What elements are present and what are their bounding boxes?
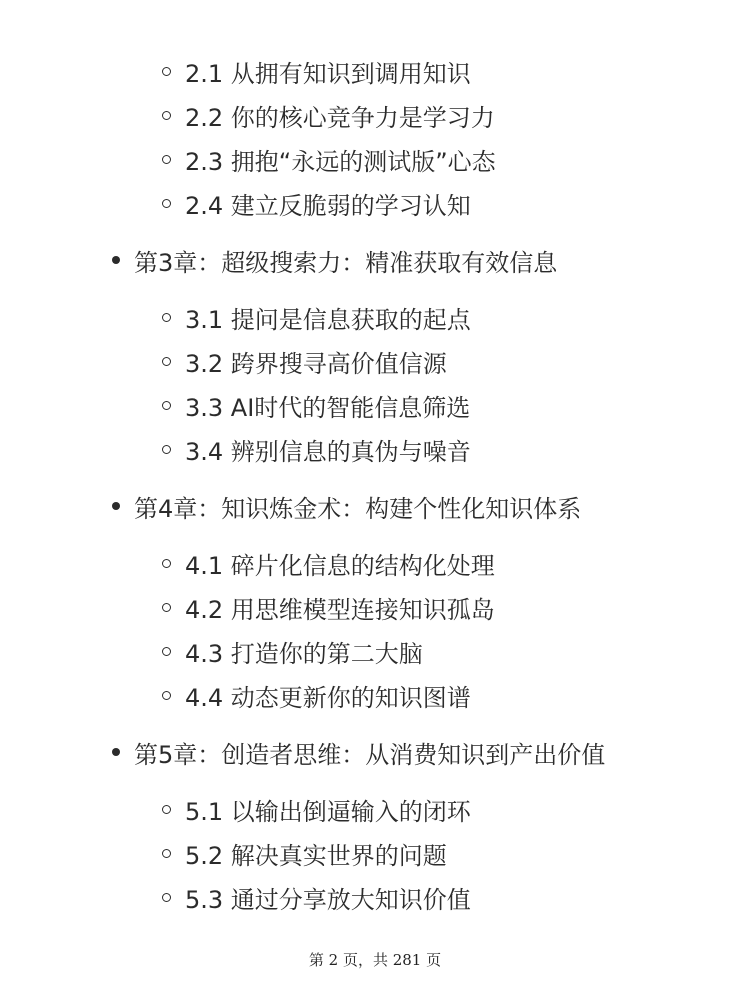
hollow-bullet-icon: [162, 111, 171, 120]
toc-item-4-2[interactable]: [162, 587, 495, 627]
toc-item-label: 2.2 你的核心竞争力是学习力: [185, 103, 495, 132]
hollow-bullet-icon: [162, 647, 171, 656]
toc-item-3-4[interactable]: [162, 429, 471, 469]
toc-item-label: 5.1 以输出倒逼输入的闭环: [185, 797, 471, 826]
solid-bullet-icon: [112, 748, 120, 756]
toc-item-label: 2.4 建立反脆弱的学习认知: [185, 191, 471, 220]
toc-item-2-1[interactable]: [162, 51, 471, 91]
toc-item-2-2[interactable]: [162, 95, 495, 135]
toc-item-label: 3.3 AI时代的智能信息筛选: [185, 393, 471, 422]
hollow-bullet-icon: [162, 67, 171, 76]
hollow-bullet-icon: [162, 199, 171, 208]
toc-item-2-4[interactable]: [162, 183, 471, 223]
hollow-bullet-icon: [162, 691, 171, 700]
hollow-bullet-icon: [162, 357, 171, 366]
hollow-bullet-icon: [162, 805, 171, 814]
toc-item-label: 4.4 动态更新你的知识图谱: [185, 683, 471, 712]
toc-item-3-2[interactable]: [162, 341, 447, 381]
hollow-bullet-icon: [162, 603, 171, 612]
hollow-bullet-icon: [162, 445, 171, 454]
toc-chapter-label: 第4章：知识炼金术：构建个性化知识体系: [134, 494, 582, 523]
toc-item-label: 4.2 用思维模型连接知识孤岛: [185, 595, 495, 624]
toc-chapter-label: 第5章：创造者思维：从消费知识到产出价值: [134, 740, 606, 769]
hollow-bullet-icon: [162, 893, 171, 902]
toc-item-label: 4.3 打造你的第二大脑: [185, 639, 423, 668]
toc-item-5-1[interactable]: [162, 789, 471, 829]
toc-item-5-2[interactable]: [162, 833, 447, 873]
toc-item-5-3[interactable]: [162, 877, 471, 917]
toc-item-label: 3.2 跨界搜寻高价值信源: [185, 349, 447, 378]
solid-bullet-icon: [112, 256, 120, 264]
toc-item-label: 3.1 提问是信息获取的起点: [185, 305, 471, 334]
hollow-bullet-icon: [162, 155, 171, 164]
hollow-bullet-icon: [162, 559, 171, 568]
toc-item-4-3[interactable]: [162, 631, 423, 671]
toc-item-label: 2.3 拥抱“永远的测试版”心态: [185, 147, 496, 176]
toc-chapter-4[interactable]: [112, 486, 581, 526]
toc-item-3-3[interactable]: [162, 385, 470, 425]
toc-item-4-4[interactable]: [162, 675, 471, 715]
toc-item-2-3[interactable]: [162, 139, 496, 179]
page-number-label: 第 2 页，共 281 页: [308, 951, 442, 969]
toc-item-label: 4.1 碎片化信息的结构化处理: [185, 551, 495, 580]
hollow-bullet-icon: [162, 401, 171, 410]
hollow-bullet-icon: [162, 849, 171, 858]
toc-item-3-1[interactable]: [162, 297, 471, 337]
page-footer: [0, 948, 750, 972]
toc-item-4-1[interactable]: [162, 543, 495, 583]
toc-item-label: 3.4 辨别信息的真伪与噪音: [185, 437, 471, 466]
toc-item-label: 5.2 解决真实世界的问题: [185, 841, 447, 870]
solid-bullet-icon: [112, 502, 120, 510]
hollow-bullet-icon: [162, 313, 171, 322]
toc-chapter-label: 第3章：超级搜索力：精准获取有效信息: [134, 248, 558, 277]
toc-item-label: 5.3 通过分享放大知识价值: [185, 885, 471, 914]
toc-item-label: 2.1 从拥有知识到调用知识: [185, 59, 471, 88]
toc-chapter-5[interactable]: [112, 732, 605, 772]
toc-chapter-3[interactable]: [112, 240, 557, 280]
